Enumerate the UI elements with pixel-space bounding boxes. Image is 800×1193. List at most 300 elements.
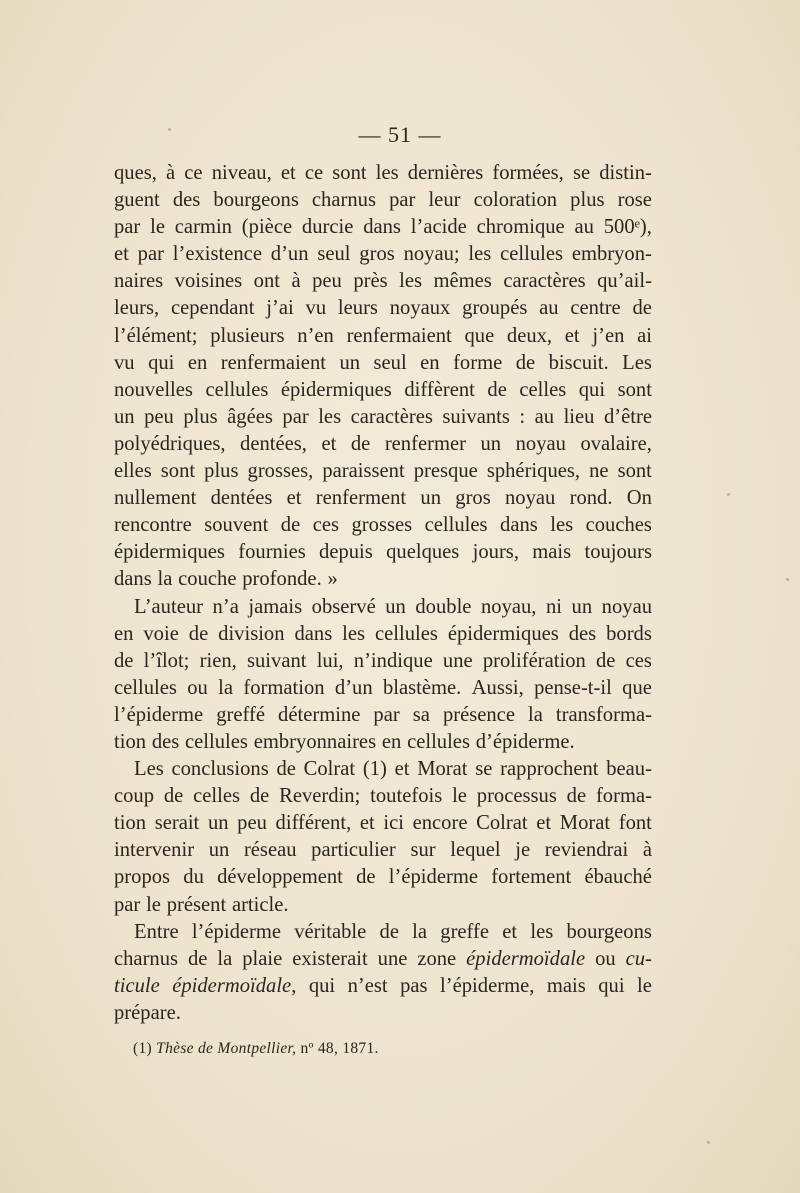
word: presque bbox=[413, 460, 478, 483]
word: de bbox=[188, 947, 208, 970]
word: couche bbox=[178, 568, 237, 591]
word: diffèrent bbox=[404, 378, 475, 401]
word: l’existence bbox=[172, 243, 262, 266]
word: existerait bbox=[292, 947, 368, 970]
word: beau- bbox=[606, 758, 652, 781]
word: pas bbox=[400, 974, 428, 997]
text-line bbox=[114, 648, 652, 675]
word: rencontre bbox=[114, 514, 192, 537]
word: et bbox=[502, 920, 518, 943]
word: (1) bbox=[362, 758, 387, 781]
text-line bbox=[114, 214, 652, 241]
word: sphériques, bbox=[486, 460, 581, 483]
footnote-details: nº 48, 1871. bbox=[300, 1040, 379, 1057]
word: renfermaient bbox=[346, 324, 452, 347]
text-line bbox=[114, 973, 652, 1000]
word: l’épiderme bbox=[191, 920, 282, 943]
word: au bbox=[539, 297, 559, 320]
word: leurs bbox=[337, 297, 378, 320]
word: suivant bbox=[246, 649, 307, 672]
word: nullement bbox=[114, 487, 197, 510]
word: greffe bbox=[440, 920, 490, 943]
word: de bbox=[356, 866, 376, 889]
word: caractères bbox=[350, 405, 433, 428]
word: sont bbox=[332, 162, 367, 184]
word: l’îlot; bbox=[143, 649, 190, 672]
word: lequel bbox=[450, 839, 501, 862]
word: épidermiques bbox=[280, 378, 392, 401]
word: des bbox=[568, 622, 597, 645]
word: près bbox=[353, 270, 388, 293]
word: toujours bbox=[584, 541, 652, 564]
text-line bbox=[114, 675, 652, 702]
word: un bbox=[208, 839, 230, 862]
text-line bbox=[114, 160, 652, 187]
word: et bbox=[321, 432, 337, 455]
word: Les bbox=[622, 351, 652, 374]
word: noyau bbox=[601, 595, 652, 618]
word: par bbox=[389, 189, 416, 212]
word: plus bbox=[183, 405, 218, 428]
page-number: — 51 — bbox=[358, 122, 442, 147]
word: distin- bbox=[599, 162, 652, 184]
word: ai bbox=[637, 324, 652, 347]
word: ici bbox=[383, 812, 404, 835]
word: des bbox=[151, 730, 180, 753]
text-line bbox=[114, 512, 652, 539]
text-line bbox=[114, 892, 652, 919]
text-line bbox=[114, 621, 652, 648]
word: renferment bbox=[315, 487, 407, 510]
text-line bbox=[114, 1000, 652, 1027]
word: de bbox=[596, 649, 616, 672]
word: d’un bbox=[334, 676, 373, 699]
word: durcie bbox=[301, 216, 354, 239]
word: au bbox=[534, 405, 555, 428]
word: Reverdin; bbox=[279, 785, 361, 808]
word: coloration bbox=[473, 189, 558, 212]
word: celles bbox=[519, 378, 567, 401]
word: par bbox=[114, 893, 141, 916]
word: fortement bbox=[491, 866, 572, 889]
word: se bbox=[572, 162, 591, 184]
word: observé bbox=[311, 595, 376, 618]
word: voisines bbox=[174, 270, 243, 293]
word: Colrat bbox=[476, 812, 528, 835]
word: l’élément; bbox=[114, 324, 198, 347]
paper-speck bbox=[707, 1141, 710, 1144]
word: n’indique bbox=[353, 649, 433, 672]
word: de bbox=[188, 622, 209, 645]
word: une bbox=[442, 649, 473, 672]
word: développement bbox=[217, 866, 343, 889]
word: dentées bbox=[210, 487, 273, 510]
word: (pièce bbox=[241, 216, 293, 239]
word: n’en bbox=[297, 324, 334, 347]
word: peu bbox=[237, 812, 267, 835]
word: zone bbox=[417, 947, 457, 970]
word: transforma- bbox=[555, 703, 652, 726]
word: un bbox=[480, 432, 502, 455]
word: vu bbox=[114, 351, 135, 374]
word: un bbox=[207, 812, 229, 835]
word: présence bbox=[442, 703, 515, 726]
word: qui bbox=[148, 351, 175, 374]
word: sur bbox=[410, 839, 436, 862]
word: Les bbox=[134, 758, 164, 781]
word: suivants bbox=[442, 405, 510, 428]
word: ces bbox=[625, 649, 652, 672]
word: ou bbox=[595, 947, 616, 970]
word: tion bbox=[114, 730, 147, 753]
word: et bbox=[114, 243, 129, 266]
word: forme bbox=[453, 351, 503, 374]
word: peu bbox=[144, 405, 174, 428]
word: ce bbox=[184, 162, 203, 184]
word: les bbox=[550, 514, 574, 537]
word: l’acide bbox=[410, 216, 467, 239]
word: les bbox=[375, 162, 399, 184]
word: seul bbox=[317, 243, 351, 266]
word: et bbox=[394, 758, 410, 781]
word: j’en bbox=[592, 324, 625, 347]
word: par bbox=[373, 703, 400, 726]
text-line bbox=[114, 323, 652, 350]
word: noyau bbox=[515, 432, 566, 455]
word: en bbox=[381, 730, 402, 753]
word: de bbox=[249, 785, 270, 808]
word: qui bbox=[598, 974, 625, 997]
word: vu bbox=[305, 297, 327, 320]
word: cellules bbox=[424, 514, 488, 537]
word: détermine bbox=[278, 703, 361, 726]
word: peu bbox=[312, 270, 342, 293]
word: se bbox=[475, 758, 493, 781]
text-line bbox=[114, 594, 652, 621]
word: paraissent bbox=[322, 460, 405, 483]
word: ébauché bbox=[584, 866, 652, 889]
word: épidermoïdale bbox=[466, 947, 586, 970]
word: noyau bbox=[505, 487, 556, 510]
word: bourgeons bbox=[566, 920, 652, 943]
word: à bbox=[291, 270, 301, 293]
word: la bbox=[218, 676, 234, 699]
word: noyau, bbox=[480, 595, 537, 618]
text-line bbox=[114, 431, 652, 458]
word: charnus bbox=[311, 189, 376, 212]
text-line bbox=[114, 268, 652, 295]
word: leur bbox=[428, 189, 461, 212]
word: cellules bbox=[185, 730, 248, 753]
word: le bbox=[146, 893, 161, 916]
text-line bbox=[114, 485, 652, 512]
word: le bbox=[452, 785, 467, 808]
word: par bbox=[282, 405, 309, 428]
word: forma- bbox=[595, 785, 652, 808]
text-line bbox=[114, 864, 652, 891]
word: sa bbox=[412, 703, 430, 726]
text-line bbox=[114, 377, 652, 404]
word: font bbox=[618, 812, 652, 835]
word: carmin bbox=[174, 216, 232, 239]
word: un bbox=[420, 487, 441, 510]
word: niveau, bbox=[211, 162, 272, 184]
word: particulier bbox=[311, 839, 396, 862]
word: ticule bbox=[114, 974, 160, 997]
word: de bbox=[276, 758, 296, 781]
word: plusieurs bbox=[210, 324, 285, 347]
word: à bbox=[642, 839, 652, 862]
word: par bbox=[137, 243, 164, 266]
word: prolifération bbox=[482, 649, 586, 672]
word: dans bbox=[363, 216, 401, 239]
word: de bbox=[487, 378, 507, 401]
word: grosses, bbox=[247, 460, 314, 483]
word: cellules bbox=[205, 378, 269, 401]
word: rapprochent bbox=[500, 758, 599, 781]
word: réseau bbox=[243, 839, 297, 862]
text-line bbox=[114, 702, 652, 729]
word: double bbox=[415, 595, 472, 618]
word: les bbox=[468, 243, 492, 266]
footnote-title: Thèse de Montpellier, bbox=[156, 1040, 297, 1057]
word: dentées, bbox=[240, 432, 307, 455]
word: gros bbox=[455, 487, 491, 510]
word: le bbox=[637, 974, 652, 997]
word: rien, bbox=[199, 649, 237, 672]
word: ovalaire, bbox=[580, 432, 652, 455]
word: la bbox=[412, 920, 428, 943]
word: plus bbox=[570, 189, 605, 212]
word: véritable bbox=[294, 920, 367, 943]
text-line bbox=[114, 810, 652, 837]
word: renfermer bbox=[384, 432, 466, 455]
text-line bbox=[114, 729, 652, 756]
word: un bbox=[571, 595, 593, 618]
text-line bbox=[114, 566, 652, 593]
word: je bbox=[515, 839, 531, 862]
word: dans bbox=[500, 514, 538, 537]
word: profonde. bbox=[242, 568, 322, 591]
word: de bbox=[379, 920, 399, 943]
word: ne bbox=[589, 460, 609, 483]
word: du bbox=[183, 866, 204, 889]
word: que bbox=[464, 324, 495, 347]
word: jamais bbox=[248, 595, 303, 618]
word: seul bbox=[373, 351, 407, 374]
text-line bbox=[114, 837, 652, 864]
word: un bbox=[114, 405, 135, 428]
word: ces bbox=[312, 514, 340, 537]
paper-speck bbox=[786, 578, 789, 581]
word: noyau; bbox=[403, 243, 460, 266]
word: ont bbox=[253, 270, 280, 293]
word: noyaux bbox=[389, 297, 451, 320]
word: fournies bbox=[238, 541, 306, 564]
word: qu’ail- bbox=[597, 270, 652, 293]
word: épidermiques bbox=[114, 541, 225, 564]
word: Entre bbox=[134, 920, 179, 943]
word: ou bbox=[187, 676, 208, 699]
word: de bbox=[632, 297, 652, 320]
word: une bbox=[377, 947, 408, 970]
word: et bbox=[564, 324, 580, 347]
word: en bbox=[114, 622, 134, 645]
word: à bbox=[166, 162, 176, 184]
text-line bbox=[114, 539, 652, 566]
word: sont bbox=[160, 460, 196, 483]
word: grosses bbox=[351, 514, 413, 537]
word: en bbox=[187, 351, 208, 374]
word: nouvelles bbox=[114, 378, 193, 401]
word: Morat bbox=[559, 812, 611, 835]
text-line bbox=[114, 919, 652, 946]
word: et bbox=[536, 812, 552, 835]
word: cellules bbox=[407, 730, 470, 753]
word: les bbox=[318, 405, 342, 428]
word: depuis bbox=[319, 541, 373, 564]
word: souvent bbox=[204, 514, 269, 537]
word: coup bbox=[114, 785, 155, 808]
word: mais bbox=[546, 974, 586, 997]
word: On bbox=[626, 487, 652, 510]
word: l’épiderme bbox=[114, 703, 204, 726]
word: au bbox=[574, 216, 594, 239]
word: rose bbox=[617, 189, 652, 212]
text-line bbox=[114, 756, 652, 783]
word: les bbox=[399, 270, 422, 293]
word: ce bbox=[304, 162, 324, 184]
word: : bbox=[519, 405, 526, 428]
word: et bbox=[286, 487, 302, 510]
word: j’ai bbox=[266, 297, 294, 320]
word: lui, bbox=[316, 649, 344, 672]
word: centre bbox=[570, 297, 621, 320]
word: épidermiques bbox=[447, 622, 559, 645]
word: conclusions bbox=[171, 758, 269, 781]
word: blastème. bbox=[382, 676, 462, 699]
word: cellules bbox=[374, 622, 438, 645]
word: elles bbox=[114, 460, 152, 483]
word: des bbox=[172, 189, 201, 212]
word: de bbox=[350, 432, 371, 455]
word: processus bbox=[476, 785, 557, 808]
word: l’épiderme, bbox=[440, 974, 535, 997]
word: lieu bbox=[563, 405, 595, 428]
word: leurs, bbox=[114, 297, 160, 320]
word: couches bbox=[585, 514, 652, 537]
word: reviendrai bbox=[544, 839, 629, 862]
text-line bbox=[114, 350, 652, 377]
word: bords bbox=[606, 622, 652, 645]
word: mêmes bbox=[433, 270, 492, 293]
word: ni bbox=[545, 595, 563, 618]
word: mais bbox=[532, 541, 572, 564]
word: épidermoïdale, bbox=[172, 974, 297, 997]
word: qui bbox=[308, 974, 336, 997]
word: article. bbox=[231, 893, 289, 916]
word: pense-t-il bbox=[534, 676, 612, 699]
word: 500ᵉ), bbox=[603, 216, 652, 239]
word: de bbox=[163, 785, 184, 808]
word: par bbox=[114, 216, 141, 239]
word: de bbox=[280, 514, 301, 537]
footnote-marker: (1) bbox=[133, 1040, 152, 1057]
word: d’un bbox=[270, 243, 309, 266]
word: d’être bbox=[603, 405, 652, 428]
word: celles bbox=[193, 785, 241, 808]
word: gros bbox=[359, 243, 395, 266]
word: et bbox=[359, 812, 375, 835]
word: rond. bbox=[569, 487, 613, 510]
word: greffé bbox=[216, 703, 266, 726]
text-line bbox=[114, 946, 652, 973]
word: prépare. bbox=[114, 1001, 181, 1024]
footnote bbox=[133, 1040, 379, 1058]
text-line bbox=[114, 187, 652, 214]
word: Colrat bbox=[303, 758, 356, 781]
word: la bbox=[157, 568, 173, 591]
word: » bbox=[327, 568, 338, 591]
word: propos bbox=[114, 866, 171, 889]
word: polyédriques, bbox=[114, 432, 226, 455]
word: plaie bbox=[242, 947, 283, 970]
word: dernières bbox=[407, 162, 484, 184]
word: biscuit. bbox=[548, 351, 609, 374]
word: charnus bbox=[114, 947, 179, 970]
word: sont bbox=[617, 460, 652, 483]
word: division bbox=[218, 622, 285, 645]
paper-speck bbox=[168, 128, 171, 131]
word: en bbox=[420, 351, 440, 374]
word: de bbox=[114, 649, 134, 672]
text-line bbox=[114, 458, 652, 485]
word: le bbox=[150, 216, 165, 239]
word: groupés bbox=[462, 297, 528, 320]
word: quelques bbox=[386, 541, 460, 564]
word: jours, bbox=[472, 541, 519, 564]
word: deux, bbox=[506, 324, 553, 347]
word: n’est bbox=[347, 974, 388, 997]
word: renfermaient bbox=[220, 351, 326, 374]
text-line bbox=[114, 783, 652, 810]
word: les bbox=[530, 920, 554, 943]
body-text bbox=[114, 160, 652, 1027]
text-line bbox=[114, 241, 652, 268]
word: cellules bbox=[114, 676, 177, 699]
word: voie bbox=[143, 622, 179, 645]
word: L’auteur bbox=[134, 595, 204, 618]
word: chromique bbox=[476, 216, 565, 239]
word: la bbox=[217, 947, 233, 970]
word: un bbox=[339, 351, 361, 374]
word: tion bbox=[114, 812, 147, 835]
word: n’a bbox=[212, 595, 239, 618]
text-line bbox=[114, 404, 652, 431]
word: serait bbox=[154, 812, 200, 835]
word: cellules bbox=[500, 243, 564, 266]
word: Morat bbox=[417, 758, 468, 781]
word: qui bbox=[578, 378, 606, 401]
word: que bbox=[622, 676, 652, 699]
paper-speck bbox=[727, 493, 730, 496]
word: naires bbox=[114, 270, 164, 293]
word: présent bbox=[166, 893, 227, 916]
word: les bbox=[342, 622, 366, 645]
word: sont bbox=[617, 378, 652, 401]
word: encore bbox=[412, 812, 468, 835]
word: la bbox=[528, 703, 543, 726]
